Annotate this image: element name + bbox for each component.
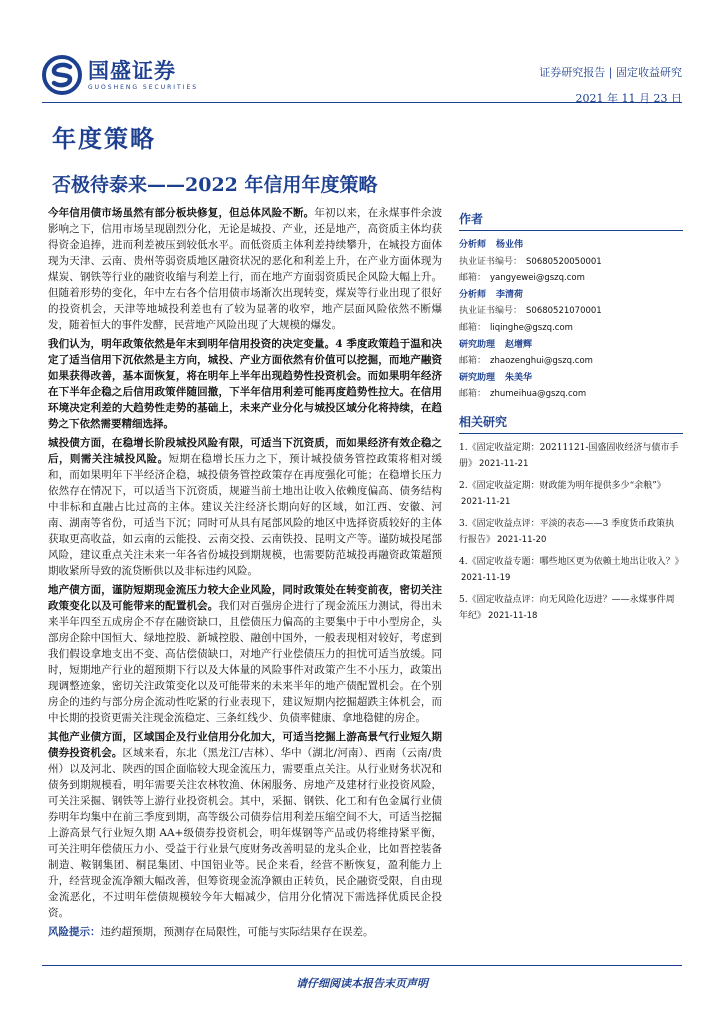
related-research-title: 相关研究 <box>459 413 683 434</box>
paragraph-policy-view: 我们认为，明年政策依然是年末到明年信用投资的决定变量。4 季度政策趋于温和决定了适当信用下沉依然是主方向，城投、产业方面依然有价值可以挖掘，而地产融资如果获得改善，基本面恢复，将在明年上半年出现趋势性投资机会。而如果明年经济在下半年企稳之后信用政策伴随回撤，下半年信用利差可能再度趋势性拉大。在信用环境决定利差的大趋势性走势的基础上，未来产业分化与城投区域分化将持续，在趋势之下依然需要精细选择。 <box>48 338 442 430</box>
author-role: 分析师 <box>459 289 487 300</box>
footer-disclaimer: 请仔细阅读本报告末页声明 <box>296 977 428 990</box>
author-email[interactable]: zhumeihua@gszq.com <box>490 389 587 400</box>
logo-name-en: GUOSHENG SECURITIES <box>88 84 199 91</box>
header-divider <box>42 102 682 103</box>
report-subtitle: 否极待泰来——2022 年信用年度策略 <box>52 174 378 196</box>
author-role: 研究助理 <box>459 372 496 383</box>
related-report[interactable]: 4.《固定收益专题：哪些地区更为依赖土地出让收入？》2021-11-19 <box>459 556 684 584</box>
paragraph-market-review: 今年信用债市场虽然有部分板块修复，但总体风险不断。年初以来，在永煤事件余波影响之下，信用市场呈现剧烈分化，无论是城投、产业，还是地产，高资质主体均获得资金追捧，进而利差被压到较低水平。而低资质主体利差持续攀升，在城投方面体现为天津、云南、贵州等弱资质地区融资状况的恶化和利差上升，在产业方面体现为煤炭、钢铁等行业的融资收缩与利差上行，而在地产方面弱资质民企风险大幅上升。但随着形势的变化，年中左右各个信用债市场渐次出现转变，煤炭等行业出现了很好的投资机会，天津等地城投利差也有了较为显著的收窄，地产层面风险依然不断爆发，随着恒大的事件发酵，民营地产风险出现了大规模的爆发。 <box>48 207 443 331</box>
risk-warning: 风险提示：违约超预期，预测存在局限性，可能与实际结果存在误差。 <box>48 926 374 938</box>
authors-title: 作者 <box>459 210 683 231</box>
author-block: 分析师 杨业伟 执业证书编号： S0680520050001 邮箱： yangyewei@gszq.com <box>459 240 602 284</box>
author-email[interactable]: zhaozenghui@gszq.com <box>490 356 593 367</box>
related-report[interactable]: 3.《固定收益点评：平淡的表态——3 季度货币政策执行报告》 2021-11-20 <box>459 518 675 546</box>
sidebar <box>459 210 683 630</box>
related-report[interactable]: 1.《固定收益定期：20211121-国盛固收经济与债市手册》 2021-11-21 <box>459 442 679 470</box>
paragraph-real-estate: 地产债方面，谨防短期现金流压力较大企业风险，同时政策处在转变前夜，密切关注政策变化以及可能带来的配置机会。我们对百强房企进行了现金流压力测试，得出未来半年四至五成房企不存在融资缺口，且偿债压力偏高的主要集中于中小型房企，头部房企除中国恒大、绿地控股、新城控股、融创中国外，一般表现相对较好，考虑到我们假设拿地支出不变、高估偿债缺口，对地产行业偿债压力的担忧可适当放缓。同时，短期地产行业的超预期下行以及大体量的风险事件对政策产生不小压力，政策出现调整迹象，密切关注政策变化以及可能带来的未来半年的地产债配置机会。在个别房企的违约与部分房企流动性吃紧的行业表现下，建议短期内挖掘超跌主体机会，而中长期的投资更需关注现金流稳定、三条红线少、负债率健康、拿地稳健的房企。 <box>48 584 443 724</box>
main-content <box>48 205 442 943</box>
author-cert: S0680521070001 <box>526 306 602 317</box>
author-email[interactable]: yangyewei@gszq.com <box>490 273 585 284</box>
paragraph-industrial-bonds: 其他产业债方面，区域国企及行业信用分化加大，可适当挖掘上游高景气行业短久期债券投资机会。区域来看，东北（黑龙江/吉林）、华中（湖北/河南）、西南（云南/贵州）以及河北、陕西的国企面临较大现金流压力，需要重点关注。从行业财务状况和债务到期规模看，明年需要关注农林牧渔、休闲服务、房地产及建材行业投资风险，可关注采掘、钢铁等上游行业投资机会。其中，采掘、钢铁、化工和有色金属行业债券明年均集中在前三季度到期，高等级公司债券信用利差压缩空间不大，可适当挖掘上游高景气行业短久期 AA+级债券投资机会，明年煤钢等产品或仍将维持紧平衡，可关注明年偿债压力小、受益于行业景气度财务改善明显的龙头企业，比如晋控装备制造、鞍钢集团、桐昆集团、中国铝业等。民企来看，经营不断恢复，盈利能力上升，经营现金流净额大幅改善，但筹资现金流净额由正转负，民企融资受限，自由现金流恶化，不过明年偿债规模较今年大幅减少，信用分化情况下需选择优质民企投资。 <box>48 731 442 919</box>
report-type: 证券研究报告 | 固定收益研究 <box>539 66 682 79</box>
related-report[interactable]: 2.《固定收益定期：财政能为明年提供多少“余粮”》2021-11-21 <box>459 480 666 508</box>
author-name: 杨业伟 <box>496 240 524 250</box>
paragraph-urban-investment: 城投债方面，在稳增长阶段城投风险有限，可适当下沉资质，而如果经济有效企稳之后，则需关注城投风险。短期在稳增长压力之下，预计城投债务管控政策将相对缓和，而如果明年下半经济企稳，城投债务管控政策存在再度强化可能；在稳增长压力依然存在情况下，可以适当下沉资质，规避当前土地出让收入依赖度偏高、债务结构中非标和直融占比过高的主体。建议关注经济长期向好的区域，如江西、安徽、河南、湖南等省份，可适当下沉；同时可从具有尾部风险的地区中选择资质较好的主体获取更高收益，如云南的云能投、云南交投、云南铁投、昆明文产等。谨防城投尾部风险，建议重点关注未来一年各省份城投到期规模，也需要防范城投再融资政策超预期收紧所导致的流贷断供以及非标违约风险。 <box>48 437 443 577</box>
author-name: 赵增辉 <box>505 339 533 350</box>
report-date: 2021 年 11 月 23 日 <box>575 92 682 105</box>
author-role: 分析师 <box>459 240 487 250</box>
footer-divider <box>42 965 682 966</box>
related-report[interactable]: 5.《固定收益点评：向无风险化迈进？——永煤事件周年纪》 2021-11-18 <box>459 594 675 622</box>
author-role: 研究助理 <box>459 339 496 350</box>
author-cert: S0680520050001 <box>526 256 602 267</box>
company-logo <box>42 55 198 95</box>
author-block: 研究助理 赵增辉 邮箱： zhaozenghui@gszq.com <box>459 339 593 367</box>
logo-name-cn: 国盛证券 <box>88 59 176 83</box>
author-block: 研究助理 朱美华 邮箱： zhumeihua@gszq.com <box>459 372 587 400</box>
report-title: 年度策略 <box>52 124 156 153</box>
author-name: 李清荷 <box>496 289 524 300</box>
author-email[interactable]: liqinghe@gszq.com <box>490 322 573 333</box>
author-block: 分析师 李清荷 执业证书编号： S0680521070001 邮箱： liqinghe@gszq.com <box>459 289 602 333</box>
author-name: 朱美华 <box>505 372 533 383</box>
guosheng-logo-icon <box>42 55 82 95</box>
